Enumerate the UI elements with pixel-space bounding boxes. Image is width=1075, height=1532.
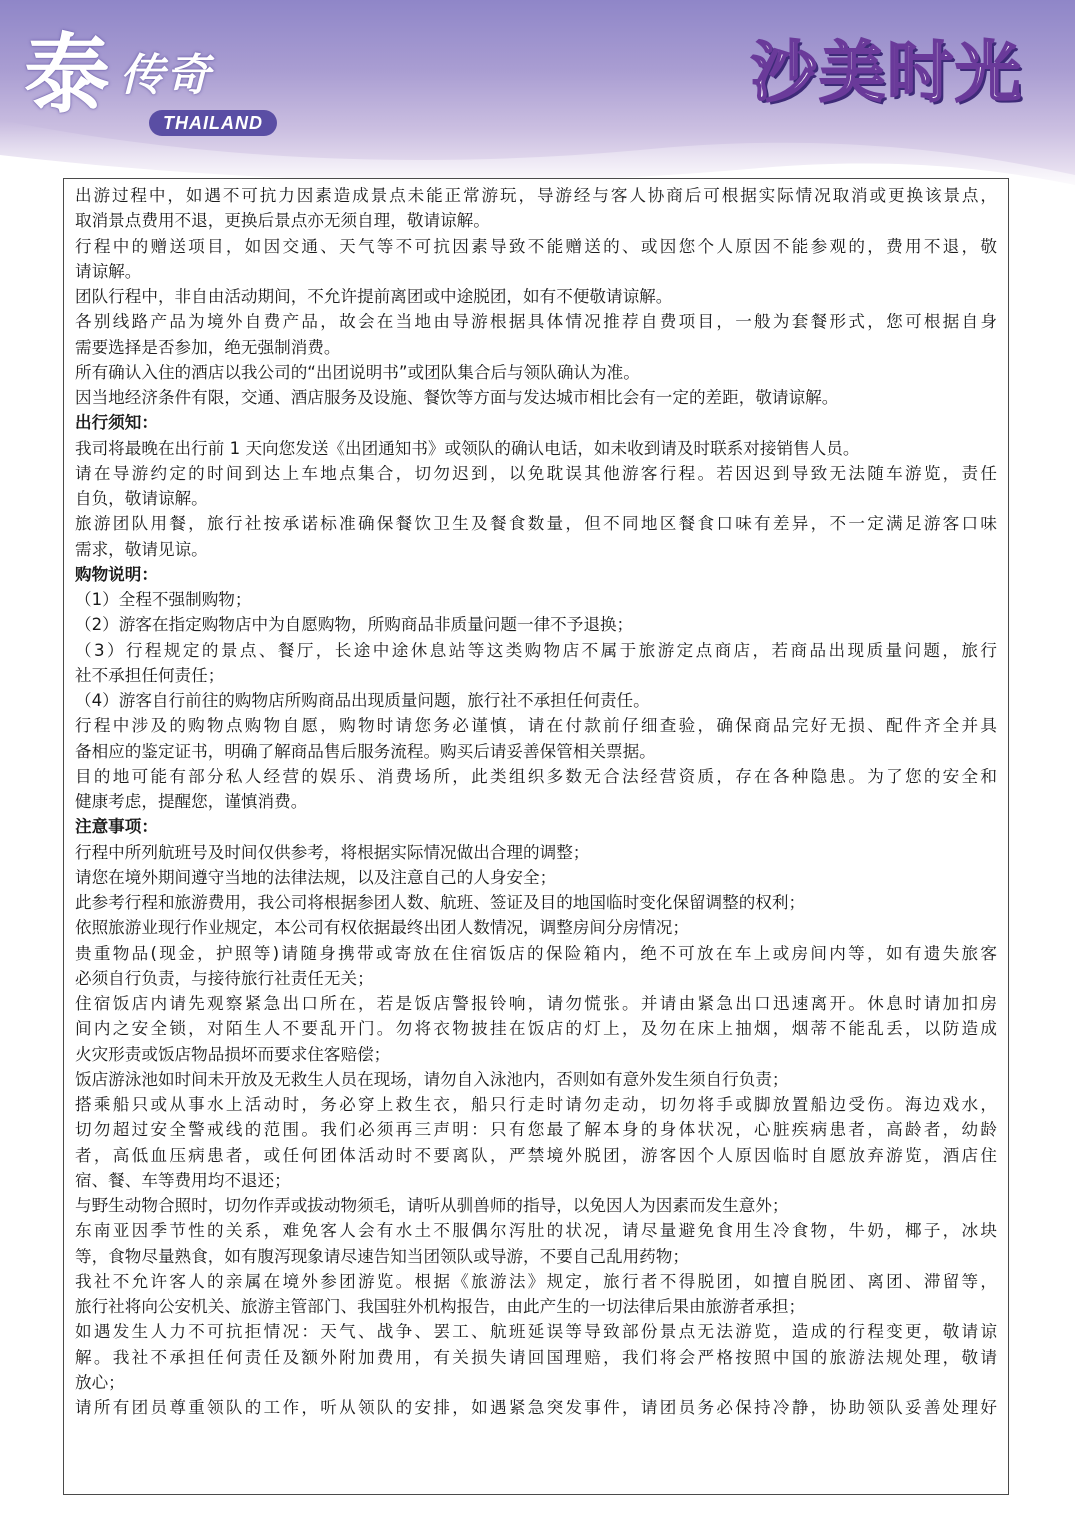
text-line: 搭乘船只或从事水上活动时，务必穿上救生衣，船只行走时请勿走动，切勿将手或脚放置船边受伤。海边戏水， (75, 1095, 997, 1114)
text-line: 出游过程中，如遇不可抗力因素造成景点未能正常游玩，导游经与客人协商后可根据实际情况取消或更换该景点， (75, 186, 997, 205)
thailand-logo (24, 22, 284, 142)
text-line: 间内之安全锁，对陌生人不要乱开门。勿将衣物披挂在饭店的灯上，及勿在床上抽烟，烟蒂不能乱丢，以防造成 (75, 1019, 997, 1039)
text-line: 因当地经济条件有限，交通、酒店服务及设施、餐饮等方面与发达城市相比会有一定的差距，敬请谅解。 (75, 388, 839, 407)
section-heading: 购物说明： (75, 564, 158, 584)
text-line: 放心； (75, 1372, 125, 1392)
logo-english-text: THAILAND (149, 110, 277, 136)
text-line: 我社不允许客人的亲属在境外参团游览。根据《旅游法》规定，旅行者不得脱团，如擅自脱团、离团、滞留等， (75, 1271, 997, 1291)
text-line: 旅游团队用餐，旅行社按承诺标准确保餐饮卫生及餐食数量，但不同地区餐食口味有差异，不一定满足游客口味 (75, 514, 997, 534)
text-line: 饭店游泳池如时间未开放及无救生人员在现场，请勿自入泳池内，否则如有意外发生须自行负责； (75, 1069, 789, 1089)
text-line: 需求，敬请见谅。 (75, 539, 208, 559)
text-line: （4）游客自行前往的购物店所购商品出现质量问题，旅行社不承担任何责任。 (75, 691, 650, 710)
text-line: 切勿超过安全警戒线的范围。我们必须再三声明：只有您最了解本身的身体状况，心脏疾病患者，高龄者，幼龄 (75, 1120, 997, 1140)
text-line: 解。我社不承担任何责任及额外附加费用，有关损失请回国理赔，我们将会严格按照中国的旅游法规处理，敬请 (75, 1347, 997, 1367)
text-line: 目的地可能有部分私人经营的娱乐、消费场所，此类组织多数无合法经营资质，存在各种隐患。为了您的安全和 (75, 766, 997, 786)
text-line: （2）游客在指定购物店中为自愿购物，所购商品非质量问题一律不予退换； (75, 615, 634, 635)
text-line: 等，食物尽量熟食，如有腹泻现象请尽速告知当团领队或导游，不要自己乱用药物； (75, 1246, 689, 1266)
text-line: 自负，敬请谅解。 (75, 489, 208, 508)
text-line: 所有确认入住的酒店以我公司的“出团说明书”或团队集合后与领队确认为准。 (75, 362, 640, 382)
text-line: 备相应的鉴定证书，明确了解商品售后服务流程。购买后请妥善保管相关票据。 (75, 741, 656, 761)
notice-content-box (63, 178, 1009, 1495)
text-line: 与野生动物合照时，切勿作弄或拔动物须毛，请听从驯兽师的指导，以免因人为因素而发生意外； (75, 1196, 789, 1215)
text-line: 行程中涉及的购物点购物自愿，购物时请您务必谨慎，请在付款前仔细查验，确保商品完好无损、配件齐全并具 (75, 716, 997, 736)
page-title: 沙美时光 (751, 34, 1023, 111)
text-line: 取消景点费用不退，更换后景点亦无须自理，敬请谅解。 (75, 211, 490, 231)
text-line: 者，高低血压病患者，或任何团体活动时不要离队，严禁境外脱团，游客因个人原因临时自愿放弃游览，酒店住 (75, 1145, 997, 1165)
section-heading: 出行须知： (75, 413, 158, 433)
text-line: 旅行社将向公安机关、旅游主管部门、我国驻外机构报告，由此产生的一切法律后果由旅游者承担； (75, 1297, 806, 1316)
logo-chinese-text: 传奇 (120, 50, 212, 101)
text-line: 我司将最晚在出行前 1 天向您发送《出团通知书》或领队的确认电话，如未收到请及时联系对接销售人员。 (75, 438, 860, 458)
text-line: 宿、餐、车等费用均不退还； (75, 1170, 291, 1190)
text-line: 请谅解。 (75, 261, 142, 281)
text-line: （3）行程规定的景点、餐厅，长途中途休息站等这类购物店不属于旅游定点商店，若商品出现质量问题，旅行 (75, 640, 997, 660)
text-line: 此参考行程和旅游费用，我公司将根据参团人数、航班、签证及目的地国临时变化保留调整的权利； (75, 893, 806, 912)
text-line: 如遇发生人力不可抗拒情况：天气、战争、罢工、航班延误等导致部份景点无法游览，造成的行程变更，敬请谅 (75, 1322, 997, 1342)
text-line: 东南亚因季节性的关系，难免客人会有水土不服偶尔泻肚的状况，请尽量避免食用生冷食物，牛奶，椰子，冰块 (75, 1221, 997, 1241)
text-line: （1）全程不强制购物； (75, 590, 252, 609)
text-line: 需要选择是否参加，绝无强制消费。 (75, 337, 341, 357)
header-banner (0, 0, 1075, 200)
text-line: 行程中的赠送项目，如因交通、天气等不可抗因素导致不能赠送的、或因您个人原因不能参观的，费用不退，敬 (75, 236, 997, 256)
logo-character: 泰 (24, 24, 110, 125)
text-line: 请您在境外期间遵守当地的法律法规，以及注意自己的人身安全； (75, 867, 557, 887)
section-heading: 注意事项： (75, 817, 158, 837)
text-line: 行程中所列航班号及时间仅供参考，将根据实际情况做出合理的调整； (75, 842, 590, 862)
text-line: 住宿饭店内请先观察紧急出口所在，若是饭店警报铃响，请勿慌张。并请由紧急出口迅速离开。休息时请加扣房 (75, 994, 997, 1013)
text-line: 团队行程中，非自由活动期间，不允许提前离团或中途脱团，如有不便敬请谅解。 (75, 287, 673, 306)
text-line: 必须自行负责，与接待旅行社责任无关； (75, 968, 374, 988)
text-line: 健康考虑，提醒您，谨慎消费。 (75, 792, 308, 811)
text-line: 请所有团员尊重领队的工作，听从领队的安排，如遇紧急突发事件，请团员务必保持冷静，协助领队妥善处理好 (75, 1398, 997, 1417)
text-line: 火灾形责或饭店物品损坏而要求住客赔偿； (75, 1044, 391, 1064)
text-line: 各别线路产品为境外自费产品，故会在当地由导游根据具体情况推荐自费项目，一般为套餐形式，您可根据自身 (75, 312, 997, 332)
text-line: 社不承担任何责任； (75, 665, 225, 685)
text-line: 依照旅游业现行作业规定，本公司有权依据最终出团人数情况，调整房间分房情况； (75, 918, 689, 938)
text-line: 贵重物品(现金，护照等)请随身携带或寄放在住宿饭店的保险箱内，绝不可放在车上或房间内等，如有遗失旅客 (75, 943, 997, 963)
text-line: 请在导游约定的时间到达上车地点集合，切勿迟到，以免耽误其他游客行程。若因迟到导致无法随车游览，责任 (75, 463, 997, 483)
